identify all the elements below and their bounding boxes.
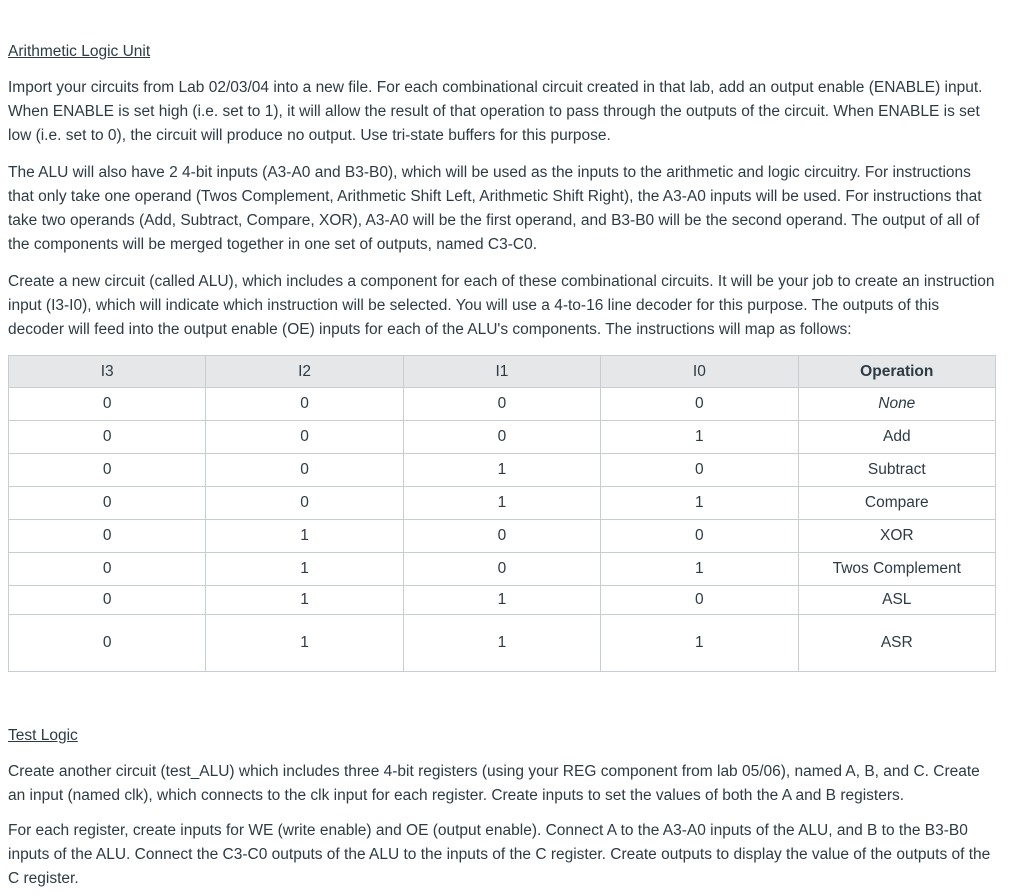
cell-i2: 0 (206, 421, 403, 454)
cell-operation: ASL (798, 586, 995, 615)
cell-i0: 0 (601, 586, 798, 615)
cell-i0: 1 (601, 553, 798, 586)
cell-i2: 0 (206, 388, 403, 421)
cell-operation: Add (798, 421, 995, 454)
cell-i0: 0 (601, 454, 798, 487)
table-row (9, 520, 996, 553)
table-row (9, 553, 996, 586)
paragraph-enable: Import your circuits from Lab 02/03/04 into a new file. For each combinational circuit created in that lab, add an output enable (ENABLE) input. When ENABLE is set high (i.e. set to 1), it will allow the result of that operation to pass through the outputs of the circuit. When ENABLE is set low (i.e. set to 0), the circuit will produce no output. Use tri-state buffers for this purpose. (8, 79, 983, 144)
paragraph-connections: For each register, create inputs for WE (write enable) and OE (output enable). Connect A to the A3-A0 inputs of the ALU, and B to the B3-B0 inputs of the ALU. Connect the C3-C0 outputs of the ALU to the inputs of the C register. Create outputs to display the value of the outputs of the C register. (8, 822, 991, 887)
cell-i1: 0 (403, 520, 600, 553)
cell-operation: Compare (798, 487, 995, 520)
table-row (9, 586, 996, 615)
table-row (9, 454, 996, 487)
table-header-row (9, 356, 996, 388)
cell-operation: Subtract (798, 454, 995, 487)
cell-i1: 1 (403, 615, 600, 672)
cell-i3: 0 (9, 487, 206, 520)
cell-i0: 0 (601, 388, 798, 421)
header-i2: I2 (206, 356, 403, 388)
instruction-table (8, 355, 996, 672)
cell-i3: 0 (9, 520, 206, 553)
cell-i3: 0 (9, 454, 206, 487)
cell-i3: 0 (9, 615, 206, 672)
cell-i0: 1 (601, 615, 798, 672)
cell-i0: 1 (601, 421, 798, 454)
cell-operation: ASR (798, 615, 995, 672)
header-operation: Operation (798, 356, 995, 388)
header-i1: I1 (403, 356, 600, 388)
cell-operation: XOR (798, 520, 995, 553)
cell-i1: 1 (403, 586, 600, 615)
section-heading-alu: Arithmetic Logic Unit (8, 43, 151, 60)
cell-i3: 0 (9, 586, 206, 615)
cell-i2: 1 (206, 520, 403, 553)
cell-i2: 0 (206, 454, 403, 487)
cell-i2: 1 (206, 586, 403, 615)
section-heading-test-logic: Test Logic (8, 727, 78, 744)
header-i3: I3 (9, 356, 206, 388)
cell-i1: 0 (403, 553, 600, 586)
paragraph-decoder: Create a new circuit (called ALU), which includes a component for each of these combinational circuits. It will be your job to create an instruction input (I3-I0), which will indicate which instruction will be selected. You will use a 4-to-16 line decoder for this purpose. The outputs of this decoder will feed into the output enable (OE) inputs for each of the ALU's components. The instructions will map as follows: (8, 273, 995, 338)
paragraph-registers: Create another circuit (test_ALU) which includes three 4-bit registers (using your REG component from lab 05/06), named A, B, and C. Create an input (named clk), which connects to the clk input for each register. Create inputs to set the values of both the A and B registers. (8, 763, 980, 804)
table-row (9, 615, 996, 672)
cell-i2: 1 (206, 553, 403, 586)
cell-operation: Twos Complement (798, 553, 995, 586)
cell-i1: 1 (403, 487, 600, 520)
cell-i0: 0 (601, 520, 798, 553)
table-row (9, 421, 996, 454)
cell-i3: 0 (9, 388, 206, 421)
cell-i2: 1 (206, 615, 403, 672)
header-i0: I0 (601, 356, 798, 388)
cell-operation: None (798, 388, 995, 421)
table-row (9, 388, 996, 421)
cell-i3: 0 (9, 553, 206, 586)
cell-i2: 0 (206, 487, 403, 520)
cell-i1: 0 (403, 388, 600, 421)
cell-i1: 1 (403, 454, 600, 487)
cell-i3: 0 (9, 421, 206, 454)
table-row (9, 487, 996, 520)
paragraph-inputs: The ALU will also have 2 4-bit inputs (A3-A0 and B3-B0), which will be used as the inputs to the arithmetic and logic circuitry. For instructions that only take one operand (Twos Complement, Arithmetic Shift Left, Arithmetic Shift Right), the A3-A0 inputs will be used. For instructions that take two operands (Add, Subtract, Compare, XOR), A3-A0 will be the first operand, and B3-B0 will be the second operand. The output of all of the components will be merged together in one set of outputs, named C3-C0. (8, 164, 982, 253)
cell-i0: 1 (601, 487, 798, 520)
cell-i1: 0 (403, 421, 600, 454)
